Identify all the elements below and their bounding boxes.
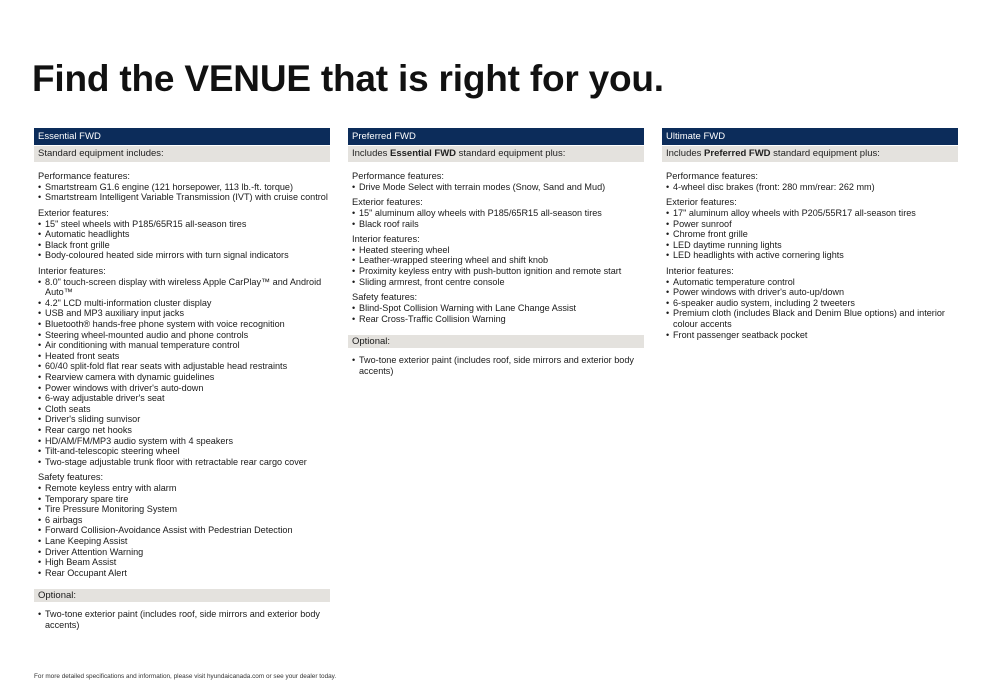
- feature-item: • Driver's sliding sunvisor: [38, 414, 330, 425]
- feature-items: [352, 303, 644, 324]
- subheader-suffix: standard equipment plus:: [770, 148, 880, 159]
- feature-item: • Smartstream G1.6 engine (121 horsepower, 113 lb.-ft. torque): [38, 182, 330, 193]
- section-title: Performance features:: [666, 171, 758, 181]
- feature-item: • LED headlights with active cornering lights: [666, 250, 958, 261]
- features-list: [348, 162, 644, 324]
- feature-item: • Smartstream Intelligent Variable Transmission (IVT) with cruise control: [38, 192, 330, 203]
- footer-note: For more detailed specifications and information, please visit hyundaicanada.com or see your dealer today.: [34, 673, 337, 680]
- trim-subheader: [662, 146, 958, 162]
- subheader-text: Includes: [352, 148, 391, 159]
- feature-item: • Power windows with driver's auto-up/down: [666, 287, 958, 298]
- feature-item: • Air conditioning with manual temperature control: [38, 340, 330, 351]
- feature-item: • Drive Mode Select with terrain modes (Snow, Sand and Mud): [352, 182, 644, 193]
- trim-column-ultimate: [662, 128, 958, 345]
- section-title: Exterior features:: [38, 207, 109, 218]
- feature-item: • 8.0" touch-screen display with wireless Apple CarPlay™ and Android Auto™: [38, 277, 330, 298]
- section-title: Exterior features:: [666, 197, 737, 208]
- feature-section: [666, 171, 958, 192]
- feature-section: [38, 266, 330, 467]
- feature-items: [352, 245, 644, 287]
- feature-item: • 15" steel wheels with P185/65R15 all-season tires: [38, 219, 330, 230]
- feature-item: • Rear Occupant Alert: [38, 568, 330, 579]
- feature-item: • HD/AM/FM/MP3 audio system with 4 speakers: [38, 436, 330, 447]
- feature-item: • Remote keyless entry with alarm: [38, 483, 330, 494]
- feature-section: [352, 171, 644, 192]
- trim-name: Preferred FWD: [348, 128, 644, 145]
- trim-column-essential: [34, 128, 330, 631]
- optional-header: Optional:: [348, 335, 644, 348]
- feature-items: [38, 182, 330, 203]
- feature-items: [38, 483, 330, 578]
- trim-column-preferred: [348, 128, 644, 376]
- feature-item: • Automatic headlights: [38, 229, 330, 240]
- feature-item: • Tilt-and-telescopic steering wheel: [38, 446, 330, 457]
- feature-item: • Power sunroof: [666, 219, 958, 230]
- optional-item: • Two-tone exterior paint (includes roof, side mirrors and exterior body accents): [352, 355, 644, 376]
- feature-item: • Lane Keeping Assist: [38, 536, 330, 547]
- feature-item: • USB and MP3 auxiliary input jacks: [38, 308, 330, 319]
- section-title: Safety features:: [352, 292, 418, 303]
- section-title: Interior features:: [352, 234, 420, 245]
- feature-item: • Premium cloth (includes Black and Denim Blue options) and interior colour accents: [666, 308, 958, 329]
- feature-section: [666, 266, 958, 340]
- feature-item: • Power windows with driver's auto-down: [38, 383, 330, 394]
- feature-item: • LED daytime running lights: [666, 240, 958, 251]
- trim-subheader: [348, 146, 644, 162]
- subheader-base-trim: Essential FWD: [390, 148, 457, 159]
- page-title: Find the VENUE that is right for you.: [32, 58, 664, 99]
- feature-section: [352, 197, 644, 229]
- feature-item: • Blind-Spot Collision Warning with Lane Change Assist: [352, 303, 644, 314]
- feature-section: [38, 171, 330, 203]
- feature-item: • Temporary spare tire: [38, 494, 330, 505]
- feature-item: • 15" aluminum alloy wheels with P185/65R15 all-season tires: [352, 208, 644, 219]
- feature-item: • Two-stage adjustable trunk floor with retractable rear cargo cover: [38, 457, 330, 468]
- section-title: Interior features:: [38, 265, 106, 276]
- feature-item: • Forward Collision-Avoidance Assist with Pedestrian Detection: [38, 525, 330, 536]
- features-list: [662, 162, 958, 340]
- feature-item: • Steering wheel-mounted audio and phone controls: [38, 330, 330, 341]
- section-title: Exterior features:: [352, 197, 423, 208]
- feature-items: [38, 277, 330, 468]
- feature-item: • 60/40 split-fold flat rear seats with adjustable head restraints: [38, 361, 330, 372]
- section-title: Performance features:: [352, 171, 444, 181]
- subheader-suffix: standard equipment plus:: [456, 148, 566, 159]
- feature-item: • Front passenger seatback pocket: [666, 330, 958, 341]
- feature-item: • 4.2" LCD multi-information cluster display: [38, 298, 330, 309]
- feature-item: • Rearview camera with dynamic guidelines: [38, 372, 330, 383]
- feature-item: • Tire Pressure Monitoring System: [38, 504, 330, 515]
- section-title: Performance features:: [38, 171, 130, 181]
- feature-item: • Black roof rails: [352, 219, 644, 230]
- optional-items: [348, 348, 644, 376]
- optional-item: • Two-tone exterior paint (includes roof, side mirrors and exterior body accents): [38, 609, 330, 630]
- feature-item: • Rear cargo net hooks: [38, 425, 330, 436]
- section-title: Interior features:: [666, 265, 734, 276]
- feature-section: [38, 472, 330, 578]
- feature-item: • Sliding armrest, front centre console: [352, 277, 644, 288]
- feature-item: • High Beam Assist: [38, 557, 330, 568]
- feature-items: [352, 182, 644, 193]
- feature-item: • 6 airbags: [38, 515, 330, 526]
- feature-item: • 6-speaker audio system, including 2 tweeters: [666, 298, 958, 309]
- feature-item: • Black front grille: [38, 240, 330, 251]
- feature-item: • 4-wheel disc brakes (front: 280 mm/rear: 262 mm): [666, 182, 958, 193]
- subheader-text: Includes: [666, 148, 705, 159]
- feature-section: [38, 208, 330, 261]
- section-title: Safety features:: [38, 472, 104, 483]
- feature-item: • Body-coloured heated side mirrors with turn signal indicators: [38, 250, 330, 261]
- subheader-text: Standard equipment includes:: [38, 148, 164, 159]
- trim-name: Essential FWD: [34, 128, 330, 145]
- feature-item: • Rear Cross-Traffic Collision Warning: [352, 314, 644, 325]
- feature-section: [666, 197, 958, 261]
- trim-name: Ultimate FWD: [662, 128, 958, 145]
- feature-item: • 6-way adjustable driver's seat: [38, 393, 330, 404]
- feature-items: [666, 208, 958, 261]
- feature-item: • Bluetooth® hands-free phone system with voice recognition: [38, 319, 330, 330]
- trim-subheader: [34, 146, 330, 162]
- feature-item: • Driver Attention Warning: [38, 547, 330, 558]
- optional-items: [34, 602, 330, 630]
- feature-item: • Heated front seats: [38, 351, 330, 362]
- subheader-base-trim: Preferred FWD: [704, 148, 771, 159]
- feature-section: [352, 234, 644, 287]
- feature-item: • Cloth seats: [38, 404, 330, 415]
- feature-items: [38, 219, 330, 261]
- feature-items: [666, 182, 958, 193]
- optional-header: Optional:: [34, 589, 330, 602]
- feature-item: • Leather-wrapped steering wheel and shift knob: [352, 255, 644, 266]
- feature-items: [352, 208, 644, 229]
- feature-item: • 17" aluminum alloy wheels with P205/55R17 all-season tires: [666, 208, 958, 219]
- feature-items: [666, 277, 958, 341]
- feature-item: • Heated steering wheel: [352, 245, 644, 256]
- feature-item: • Chrome front grille: [666, 229, 958, 240]
- feature-item: • Proximity keyless entry with push-button ignition and remote start: [352, 266, 644, 277]
- features-list: [34, 162, 330, 578]
- feature-item: • Automatic temperature control: [666, 277, 958, 288]
- feature-section: [352, 292, 644, 324]
